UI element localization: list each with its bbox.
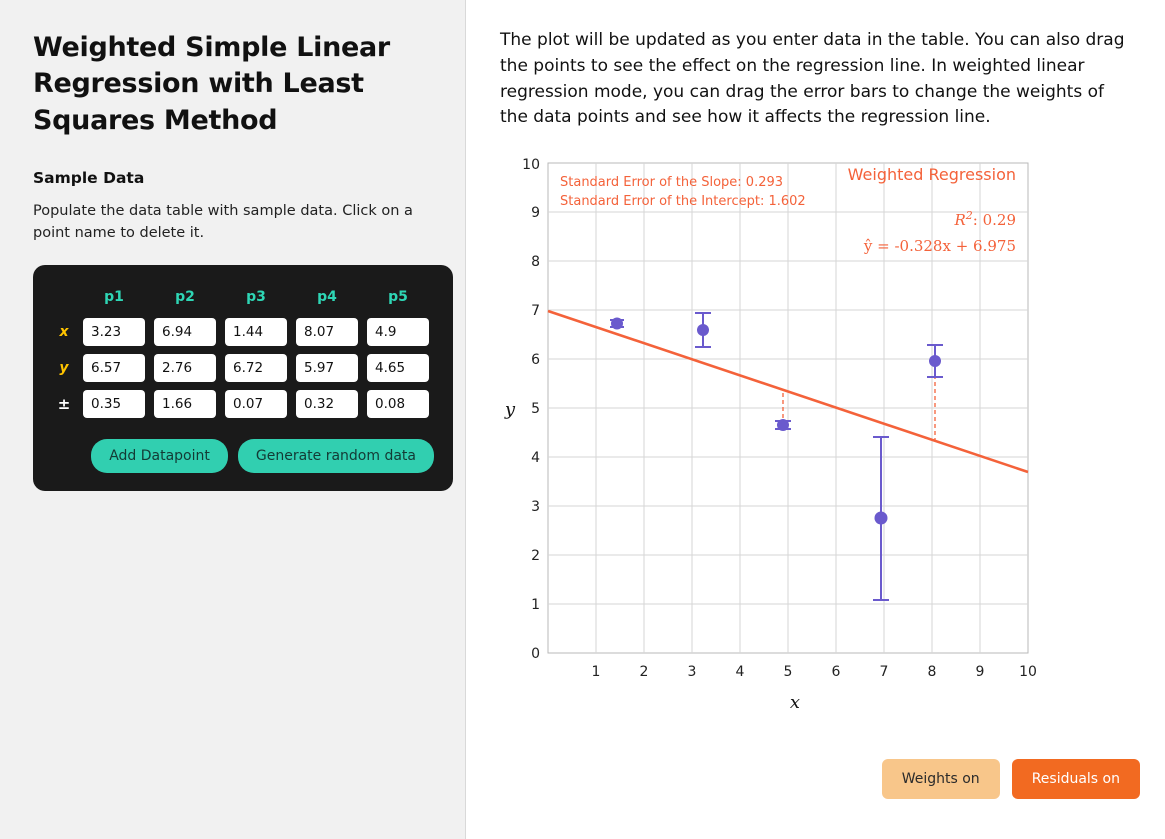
plot-container[interactable] <box>500 153 1140 713</box>
table-row-y <box>53 353 430 383</box>
y-tick-9: 9 <box>531 205 540 222</box>
y-tick-7: 7 <box>531 303 540 320</box>
cell-x-p2 <box>153 317 217 347</box>
row-label-x: x <box>59 323 69 340</box>
cell-x-p4 <box>295 317 359 347</box>
y-tick-8: 8 <box>531 254 540 271</box>
cell-y-p2 <box>153 353 217 383</box>
sample-data-heading: Sample Data <box>33 169 145 188</box>
x-tick-2: 2 <box>639 664 649 681</box>
x-tick-7: 7 <box>879 664 889 681</box>
column-header-p2[interactable]: p2 <box>175 288 195 305</box>
x-tick-8: 8 <box>927 664 937 681</box>
cell-y-p5 <box>366 353 430 383</box>
y-input-p5[interactable] <box>367 354 429 382</box>
y-axis-label: y <box>504 399 516 421</box>
add-datapoint-button[interactable]: Add Datapoint <box>91 439 228 473</box>
column-header-p3[interactable]: p3 <box>246 288 266 305</box>
x-input-p5[interactable] <box>367 318 429 346</box>
cell-err-p2 <box>153 389 217 419</box>
y-input-p2[interactable] <box>154 354 216 382</box>
cell-x-p5 <box>366 317 430 347</box>
column-header-p5[interactable]: p5 <box>388 288 408 305</box>
x-tick-6: 6 <box>831 664 841 681</box>
x-tick-10: 10 <box>1019 664 1037 681</box>
y-tick-2: 2 <box>531 548 540 565</box>
cell-err-p1 <box>82 389 146 419</box>
y-tick-0: 0 <box>531 646 540 663</box>
point-marker-p5[interactable] <box>777 419 789 431</box>
y-tick-5: 5 <box>531 401 540 418</box>
row-label-y: y <box>59 359 69 376</box>
data-point-p5[interactable] <box>775 419 791 431</box>
generate-random-data-button[interactable]: Generate random data <box>238 439 434 473</box>
x-input-p3[interactable] <box>225 318 287 346</box>
regression-plot[interactable] <box>500 153 1060 713</box>
cell-y-p1 <box>82 353 146 383</box>
data-card-button-row <box>49 439 437 473</box>
cell-x-p1 <box>82 317 146 347</box>
main-panel <box>466 0 1165 839</box>
cell-x-p3 <box>224 317 288 347</box>
y-tick-6: 6 <box>531 352 540 369</box>
table-corner-blank <box>53 285 75 311</box>
cell-err-p3 <box>224 389 288 419</box>
se-slope-annotation: Standard Error of the Slope: 0.293 <box>560 175 784 191</box>
x-tick-5: 5 <box>783 664 793 681</box>
sample-data-description: Populate the data table with sample data. Click on a point name to delete it. <box>33 203 413 242</box>
chart-title: Weighted Regression <box>847 165 1016 185</box>
row-label-error: ± <box>57 394 71 413</box>
residuals-toggle-button[interactable]: Residuals on <box>1012 759 1140 799</box>
x-input-p4[interactable] <box>296 318 358 346</box>
r2-annotation: $R^2$: 0.29 <box>954 208 1016 230</box>
x-tick-1: 1 <box>591 664 601 681</box>
point-marker-p1[interactable] <box>697 324 709 336</box>
cell-err-p4 <box>295 389 359 419</box>
point-marker-p2[interactable] <box>875 512 888 525</box>
data-table-card <box>33 265 453 491</box>
point-marker-p4[interactable] <box>929 355 941 367</box>
error-input-p2[interactable] <box>154 390 216 418</box>
table-row-error <box>53 389 430 419</box>
y-tick-4: 4 <box>531 450 540 467</box>
table-row-x <box>53 317 430 347</box>
point-marker-p3[interactable] <box>611 318 623 330</box>
y-tick-3: 3 <box>531 499 540 516</box>
x-axis-label: x <box>789 692 801 714</box>
x-tick-3: 3 <box>687 664 697 681</box>
x-tick-4: 4 <box>735 664 745 681</box>
error-input-p4[interactable] <box>296 390 358 418</box>
error-input-p1[interactable] <box>83 390 145 418</box>
plot-toggle-buttons <box>882 759 1140 799</box>
y-tick-10: 10 <box>522 157 540 174</box>
y-axis-ticks <box>522 157 540 662</box>
error-input-p3[interactable] <box>225 390 287 418</box>
data-point-p3[interactable] <box>610 318 624 330</box>
page-title: Weighted Simple Linear Regression with Least Squares Method <box>33 32 390 136</box>
intro-text: The plot will be updated as you enter data in the table. You can also drag the points to see the effect on the regression line. In weighted linear regression mode, you can drag the error bars to change the weights of the data points and see how it affects the regression line. <box>500 30 1125 128</box>
x-input-p1[interactable] <box>83 318 145 346</box>
error-input-p5[interactable] <box>367 390 429 418</box>
y-tick-1: 1 <box>531 597 540 614</box>
column-header-p4[interactable]: p4 <box>317 288 337 305</box>
y-input-p4[interactable] <box>296 354 358 382</box>
data-table <box>46 279 437 425</box>
cell-err-p5 <box>366 389 430 419</box>
cell-y-p3 <box>224 353 288 383</box>
weights-toggle-button[interactable]: Weights on <box>882 759 1000 799</box>
cell-y-p4 <box>295 353 359 383</box>
table-header-row <box>53 285 430 311</box>
column-header-p1[interactable]: p1 <box>104 288 124 305</box>
y-input-p3[interactable] <box>225 354 287 382</box>
sidebar <box>0 0 466 839</box>
x-axis-ticks <box>592 664 1037 680</box>
equation-annotation: ŷ = -0.328x + 6.975 <box>863 237 1016 256</box>
x-tick-9: 9 <box>975 664 985 681</box>
se-intercept-annotation: Standard Error of the Intercept: 1.602 <box>560 194 806 210</box>
y-input-p1[interactable] <box>83 354 145 382</box>
x-input-p2[interactable] <box>154 318 216 346</box>
